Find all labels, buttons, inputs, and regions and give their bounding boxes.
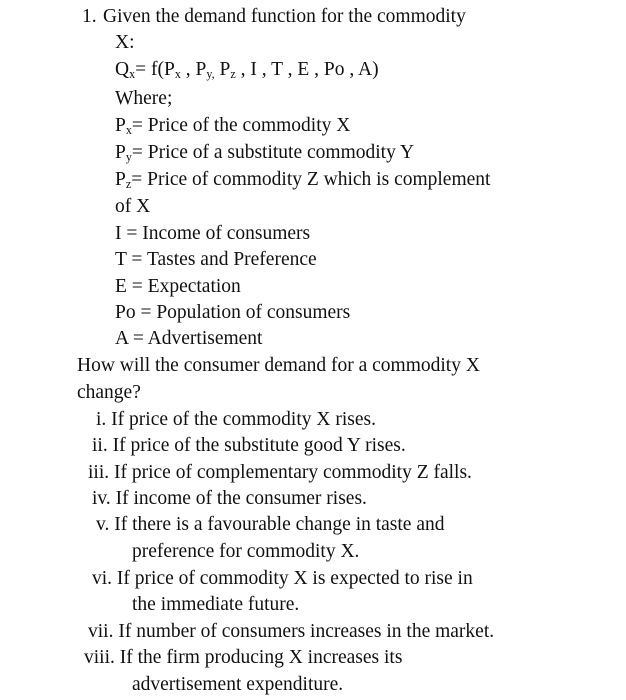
definition-symbol: P [115,169,126,190]
definition-text: = Price of commodity Z which is complement [131,169,491,190]
definition-sub: x [125,123,132,138]
item-viii-continued: advertisement expenditure. [132,674,344,695]
item-vi: vi. If price of commodity X is expected to rise in [92,568,473,589]
definition-text: = Price of a substitute commodity Y [131,142,415,163]
question-number: 1. [82,6,97,27]
intro-line-2: X: [115,32,135,53]
definition-pz-continued: of X [115,196,151,217]
function-lhs: Q [115,59,130,80]
intro-line-1: Given the demand function for the commodity [103,6,466,27]
item-v-continued: preference for commodity X. [132,541,360,562]
definition-text: = Price of the commodity X [131,115,351,136]
item-viii: viii. If the firm producing X increases its [84,647,403,668]
definition-pz [115,167,490,193]
function-lhs-sub: x [129,67,136,82]
function-p3-sub: z [230,67,236,82]
definition-symbol: P [115,142,126,163]
demand-function [115,57,379,83]
definition-tastes: T = Tastes and Preference [115,249,317,270]
definition-sub: z [125,177,132,192]
function-rest: , I , T , E , Po , A) [235,59,379,80]
item-i: i. If price of the commodity X rises. [96,409,376,430]
item-vi-continued: the immediate future. [132,594,300,615]
item-ii: ii. If price of the substitute good Y rises. [92,435,406,456]
prompt-line-1: How will the consumer demand for a commodity X [77,355,480,376]
definition-symbol: P [115,115,126,136]
definition-advertisement: A = Advertisement [115,328,263,349]
definition-px [115,113,350,139]
item-iii: iii. If price of complementary commodity Z falls. [88,462,472,483]
function-p1-sub: x [174,67,181,82]
where-label: Where; [115,88,173,109]
item-v: v. If there is a favourable change in taste and [96,514,445,535]
function-sep1: , P [180,59,207,80]
definition-income: I = Income of consumers [115,223,311,244]
definition-py [115,140,414,166]
function-p2-sub: y, [206,67,215,82]
definition-population: Po = Population of consumers [115,302,351,323]
prompt-line-2: change? [77,382,141,403]
function-eq: = f(P [135,59,175,80]
definition-sub: y [125,150,132,165]
item-vii: vii. If number of consumers increases in the market. [88,621,495,642]
definition-expectation: E = Expectation [115,276,241,297]
item-iv: iv. If income of the consumer rises. [92,488,367,509]
function-sep2: P [214,59,231,80]
